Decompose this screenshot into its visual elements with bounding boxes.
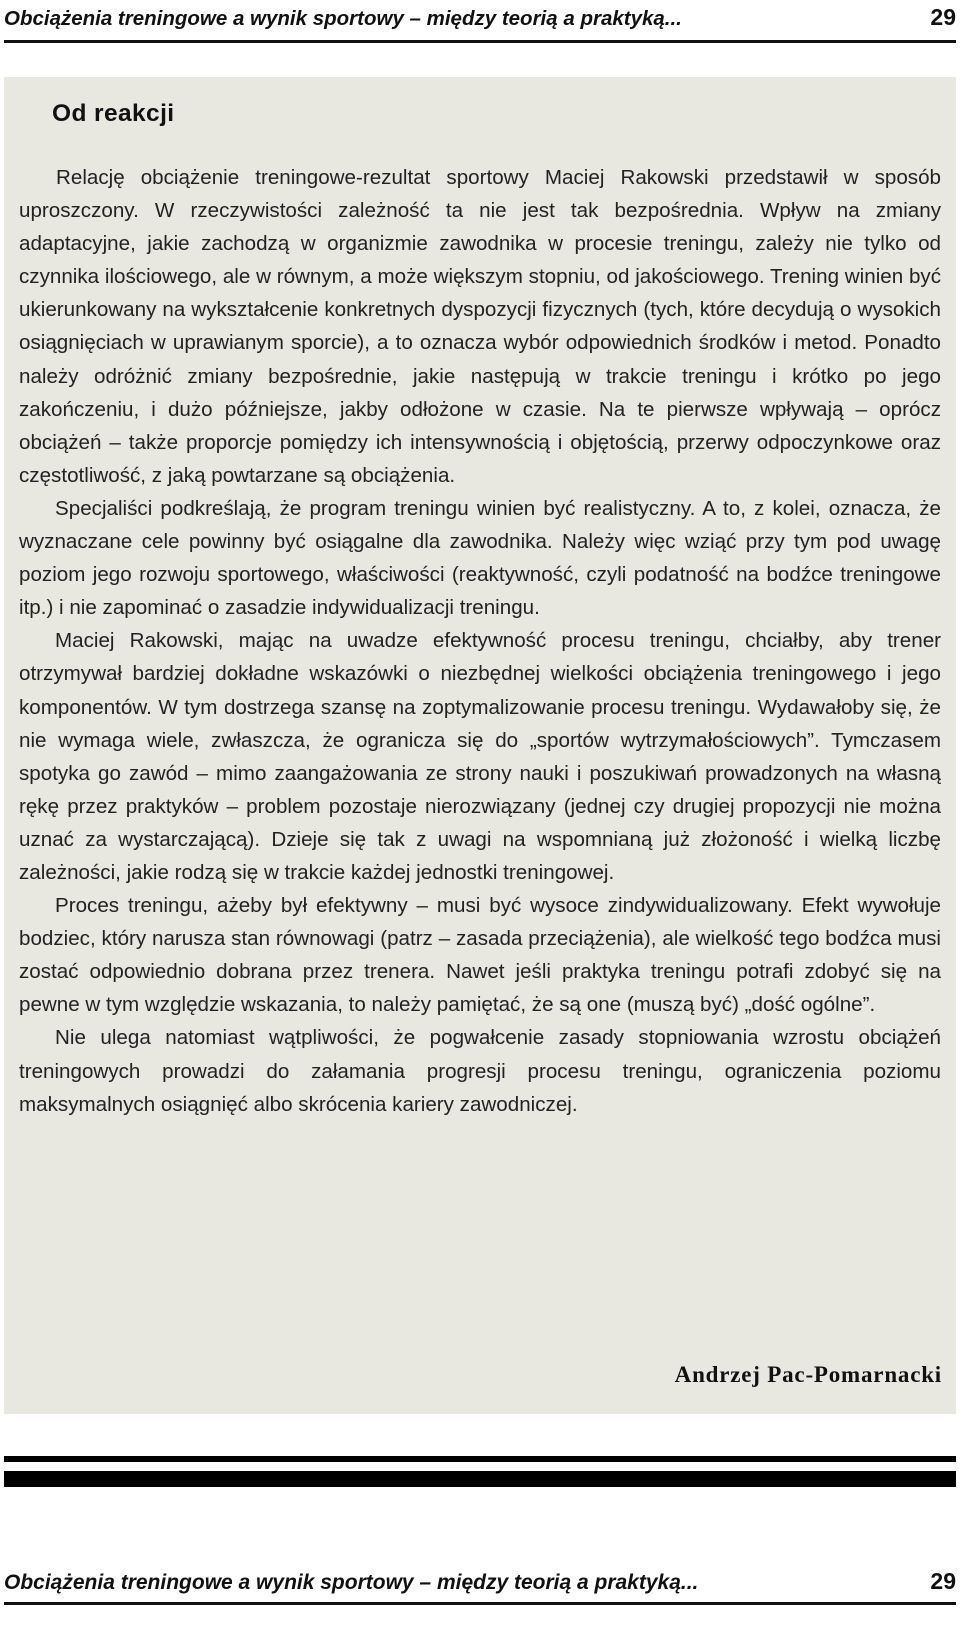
paragraph: Specjaliści podkreślają, że program treningu winien być realistyczny. A to, z kolei, oznacza, że wyznaczane cele powinny być osiągalne dla zawodnika. Należy więc wziąć przy tym pod uwagę poziom jego rozwoju sportowego, właściwości (reaktywność, czyli podatność na bodźce treningowe itp.) i nie zapominać o zasadzie indywidualizacji treningu. — [19, 496, 941, 620]
footer-page-number: 29 — [930, 1568, 956, 1594]
section-title: Od reakcji — [52, 100, 175, 127]
paragraph: Maciej Rakowski, mając na uwadze efektywność procesu treningu, chciałby, aby trener otrzymywał bardziej dokładne wskazówki o niezbędnej wielkości obciążenia treningowego i jego komponentów. W tym dostrzega szansę na zoptymalizowanie procesu treningu. Wydawałoby się, że nie wymaga wiele, zwłaszcza, że ogranicza się do „sportów wytrzymałościowych”. Tymczasem spotyka go zawód – mimo zaangażowania ze strony nauki i poszukiwań prowadzonych na własną rękę przez praktyków – problem pozostaje nierozwiązany (jednej czy drugiej propozycji nie można uznać za wystarczającą). Dzieje się tak z uwagi na wspomnianą już złożoność i wielką liczbę zależności, jakie rodzą się w trakcie każdej jednostki treningowej. — [19, 629, 941, 884]
footer-rule — [4, 1602, 956, 1605]
separator-rule-thick — [4, 1471, 956, 1487]
paragraph: Nie ulega natomiast wątpliwości, że pogwałcenie zasady stopniowania wzrostu obciążeń treningowych prowadzi do załamania progresji procesu treningu, ograniczenia poziomu maksymalnych osiągnięć albo skrócenia kariery zawodniczej. — [19, 1026, 941, 1116]
paragraph: Relację obciążenie treningowe-rezultat sportowy Maciej Rakowski przedstawił w sposób uproszczony. W rzeczywistości zależność ta nie jest tak bezpośrednia. Wpływ na zmiany adaptacyjne, jakie zachodzą w organizmie zawodnika w procesie treningu, zależy nie tylko od czynnika ilościowego, ale w równym, a może większym stopniu, od jakościowego. Trening winien być ukierunkowany na wykształcenie konkretnych dyspozycji fizycznych (tych, które decydują o wysokich osiągnięciach w uprawianym sporcie), a to oznacza wybór odpowiednich środków i metod. Ponadto należy odróżnić zmiany bezpośrednie, jakie następują w trakcie treningu i krótko po jego zakończeniu, i dużo późniejsze, jakby odłożone w czasie. Na te pierwsze wpływają – oprócz obciążeń – także proporcje pomiędzy ich intensywnością i objętością, przerwy odpoczynkowe oraz częstotliwość, z jaką powtarzane są obciążenia. — [19, 166, 941, 487]
page-number: 29 — [930, 4, 956, 30]
article-body — [19, 161, 941, 1121]
header-rule — [4, 40, 956, 43]
paragraph: Proces treningu, ażeby był efektywny – musi być wysoce zindywidualizowany. Efekt wywołuje bodziec, który narusza stan równowagi (patrz – zasada przeciążenia), ale wielkość tego bodźca musi zostać odpowiednio dobrana przez trenera. Nawet jeśli praktyka treningu potrafi zdobyć się na pewne w tym względzie wskazania, to należy pamiętać, że są one (muszą być) „dość ogólne”. — [19, 894, 941, 1017]
author-signature: Andrzej Pac-Pomarnacki — [674, 1362, 942, 1387]
running-header — [4, 4, 956, 31]
running-header-title: Obciążenia treningowe a wynik sportowy – między teorią a praktyką... — [4, 7, 682, 30]
running-footer-title: Obciążenia treningowe a wynik sportowy – między teorią a praktyką... — [4, 1571, 699, 1594]
running-footer — [4, 1568, 956, 1595]
separator-rule-thin — [4, 1456, 956, 1462]
